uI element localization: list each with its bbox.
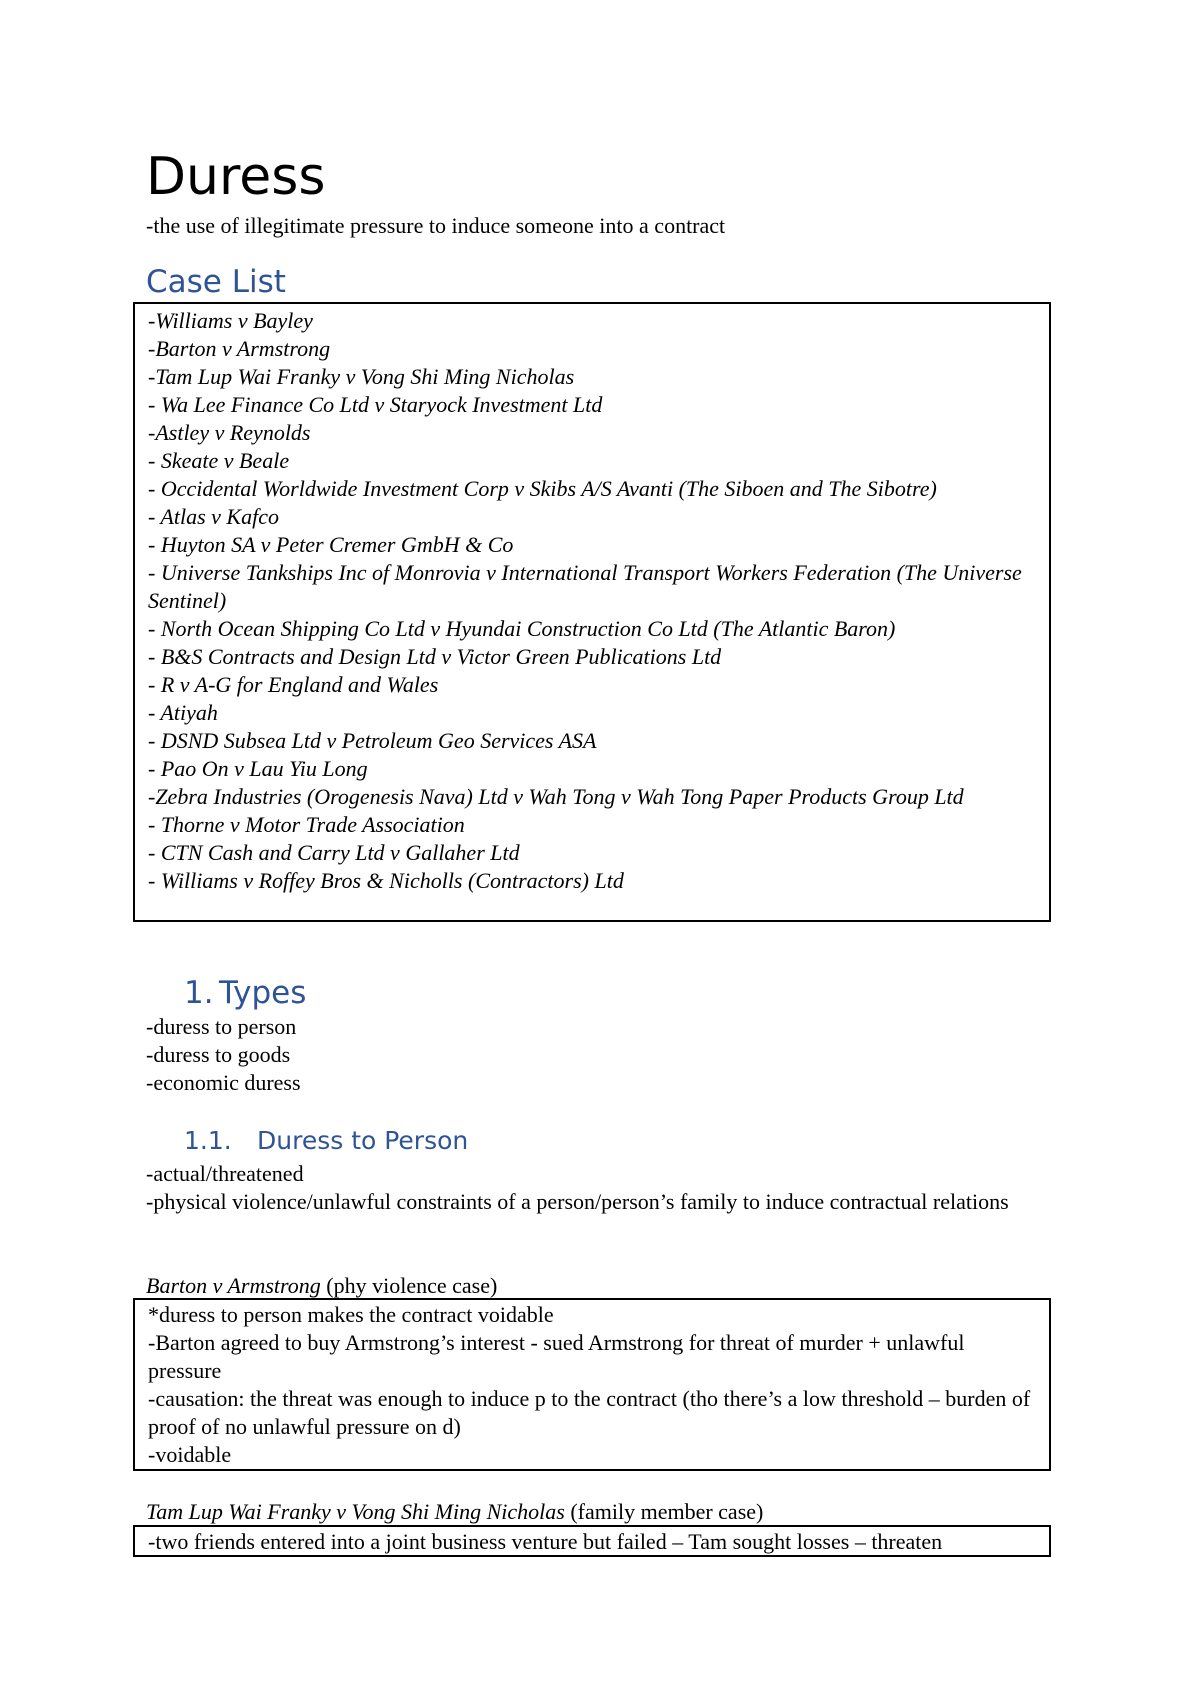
tam-case-title — [146, 1498, 763, 1526]
duress-to-person-heading — [184, 1125, 468, 1157]
case-item: -Williams v Bayley — [148, 308, 313, 333]
barton-case-note: (phy violence case) — [320, 1273, 498, 1298]
case-list-heading: Case List — [146, 264, 286, 300]
barton-note-line: -Barton agreed to buy Armstrong’s interest - sued Armstrong for threat of murder + unlawful pressure — [148, 1330, 965, 1383]
type-item: -duress to goods — [146, 1042, 291, 1067]
case-item: - R v A-G for England and Wales — [148, 672, 439, 697]
duress-to-person-list — [146, 1160, 1009, 1216]
case-item: - Williams v Roffey Bros & Nicholls (Contractors) Ltd — [148, 868, 624, 893]
types-list — [146, 1013, 301, 1097]
barton-notes-box — [133, 1298, 1051, 1471]
case-item: - Atlas v Kafco — [148, 504, 279, 529]
case-item: - North Ocean Shipping Co Ltd v Hyundai Construction Co Ltd (The Atlantic Baron) — [148, 616, 896, 641]
types-heading-number: 1. — [184, 975, 214, 1011]
barton-note-line: *duress to person makes the contract voidable — [148, 1302, 554, 1327]
barton-case-title — [146, 1272, 497, 1300]
case-item: - Huyton SA v Peter Cremer GmbH & Co — [148, 532, 514, 557]
case-item: - Atiyah — [148, 700, 218, 725]
case-item: - B&S Contracts and Design Ltd v Victor Green Publications Ltd — [148, 644, 722, 669]
case-list — [148, 307, 1037, 895]
duress-to-person-heading-number: 1.1. — [184, 1126, 232, 1155]
case-item: - Universe Tankships Inc of Monrovia v International Transport Workers Federation (The Universe Sentinel) — [148, 560, 1022, 613]
case-item: - Skeate v Beale — [148, 448, 290, 473]
case-item: - Pao On v Lau Yiu Long — [148, 756, 368, 781]
tam-notes-box — [133, 1525, 1051, 1557]
document-title: Duress — [146, 147, 326, 207]
case-item: - Wa Lee Finance Co Ltd v Staryock Investment Ltd — [148, 392, 603, 417]
barton-note-line: -causation: the threat was enough to induce p to the contract (tho there’s a low threshold – burden of proof of no unlawful pressure on d) — [148, 1386, 1031, 1439]
type-item: -duress to person — [146, 1014, 297, 1039]
case-item: -Barton v Armstrong — [148, 336, 331, 361]
barton-note-line: -voidable — [148, 1442, 232, 1467]
tam-case-name: Tam Lup Wai Franky v Vong Shi Ming Nicholas — [146, 1499, 565, 1524]
duress-definition: -the use of illegitimate pressure to induce someone into a contract — [146, 213, 726, 238]
case-item: -Astley v Reynolds — [148, 420, 311, 445]
case-item: - DSND Subsea Ltd v Petroleum Geo Services ASA — [148, 728, 597, 753]
types-heading — [184, 973, 306, 1013]
types-heading-text: Types — [219, 975, 307, 1011]
type-item: -economic duress — [146, 1070, 301, 1095]
case-item: -Tam Lup Wai Franky v Vong Shi Ming Nicholas — [148, 364, 575, 389]
duress-to-person-heading-text: Duress to Person — [257, 1126, 469, 1155]
tam-case-note: (family member case) — [564, 1499, 764, 1524]
person-item: -physical violence/unlawful constraints of a person/person’s family to induce contractual relations — [146, 1189, 1009, 1214]
case-item: - Thorne v Motor Trade Association — [148, 812, 465, 837]
case-item: - CTN Cash and Carry Ltd v Gallaher Ltd — [148, 840, 520, 865]
tam-note-line: -two friends entered into a joint business venture but failed – Tam sought losses – threaten — [148, 1529, 943, 1554]
barton-case-name: Barton v Armstrong — [146, 1273, 321, 1298]
case-list-box — [133, 302, 1051, 922]
case-item: -Zebra Industries (Orogenesis Nava) Ltd v Wah Tong v Wah Tong Paper Products Group Ltd — [148, 784, 964, 809]
person-item: -actual/threatened — [146, 1161, 304, 1186]
case-item: - Occidental Worldwide Investment Corp v Skibs A/S Avanti (The Siboen and The Sibotre) — [148, 476, 937, 501]
